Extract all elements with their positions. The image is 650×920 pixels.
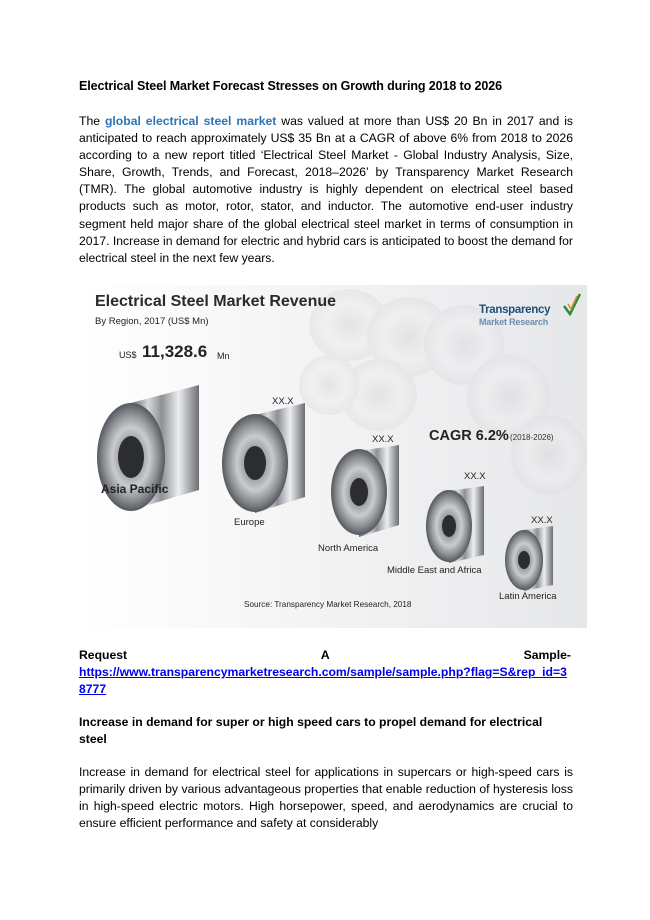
region-value-north-america: XX.X	[372, 434, 394, 445]
region-label-latin-america: Latin America	[499, 591, 557, 602]
logo-check-icon	[562, 292, 582, 318]
request-word: Request	[79, 648, 128, 662]
intro-paragraph	[79, 113, 573, 267]
total-unit: Mn	[217, 351, 230, 361]
total-prefix: US$	[119, 350, 137, 360]
source-note: Source: Transparency Market Research, 2018	[244, 600, 412, 609]
intro-prefix: The	[79, 114, 105, 128]
region-label-asia-pacific: Asia Pacific	[101, 482, 169, 496]
cagr-years: (2018-2026)	[510, 433, 554, 442]
intro-body: was valued at more than US$ 20 Bn in 2017 and is anticipated to reach approximately US$ 35 Bn at a CAGR of above 6% from 2018 to 2026 according to a new report titled ‘Electrical Steel Market - Global Industry Analysis, Size, Share, Growth, Trends, and Forecast, 2018–2026’ by Transparency Market Research (TMR). The global automotive industry is highly dependent on electrical steel based products such as motor, rotor, stator, and inductor. The automotive end-user industry segment held major share of the global electrical steel market in terms of consumption in 2017. Increase in demand for electric and hybrid cars is anticipated to boost the demand for electrical steel in the next few years.	[79, 114, 574, 265]
infographic-artwork	[79, 285, 587, 628]
region-label-europe: Europe	[234, 517, 265, 528]
request-sample-word: Sample-	[523, 648, 571, 662]
infographic	[79, 285, 587, 628]
request-sample-line	[79, 648, 571, 662]
section-heading: Increase in demand for super or high speed cars to propel demand for electrical steel	[79, 715, 543, 746]
section-paragraph: Increase in demand for electrical steel for applications in supercars or high-speed cars is primarily driven by various advantageous properties that enable reduction of hysteresis loss in high-speed electric motors. High horsepower, speed, and aerodynamics are crucial to ensure efficient performance and safety at considerably	[79, 765, 573, 831]
region-label-middle-east-africa: Middle East and Africa	[387, 565, 482, 576]
logo-line2: Market Research	[479, 317, 549, 327]
sample-url-link[interactable]: https://www.transparencymarketresearch.com/sample/sample.php?flag=S&rep_id=38777	[79, 665, 567, 696]
document-title: Electrical Steel Market Forecast Stresses on Growth during 2018 to 2026	[79, 79, 502, 93]
cagr-label: CAGR 6.2%	[429, 428, 509, 444]
infographic-subtitle: By Region, 2017 (US$ Mn)	[95, 316, 209, 327]
total-value: 11,328.6	[142, 342, 208, 361]
request-a-word: A	[320, 648, 330, 662]
logo-line1: Transparency	[479, 304, 551, 316]
infographic-title: Electrical Steel Market Revenue	[95, 293, 337, 310]
tmr-logo	[479, 290, 583, 330]
region-value-latin-america: XX.X	[531, 515, 553, 526]
region-value-europe: XX.X	[272, 396, 294, 407]
market-link[interactable]: global electrical steel market	[104, 114, 277, 128]
region-value-middle-east-africa: XX.X	[464, 471, 486, 482]
region-label-north-america: North America	[318, 543, 379, 554]
